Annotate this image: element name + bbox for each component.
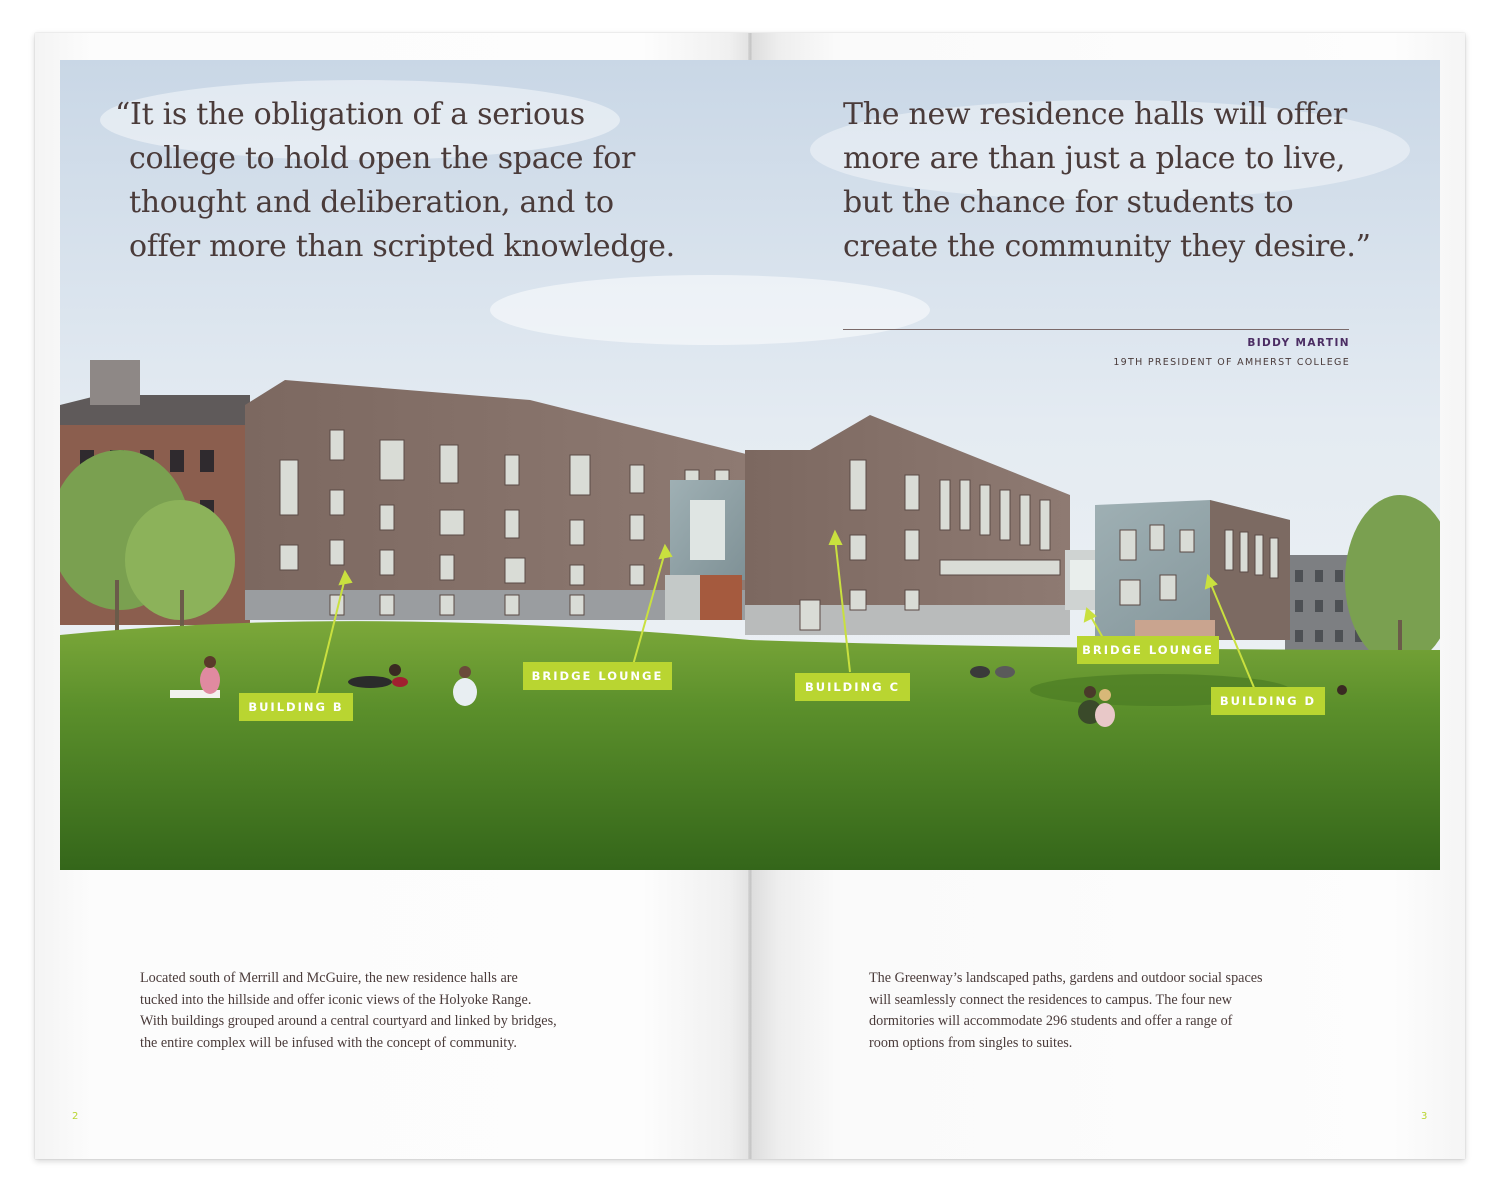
attribution-rule xyxy=(843,329,1349,330)
right-body-text: The Greenway’s landscaped paths, gardens and outdoor social spaces will seamlessly connect the residences to campus. The four new dormitories will accommodate 296 students and offer a range of room options from singles to suites. xyxy=(869,970,1263,1051)
attribution-title: 19TH PRESIDENT OF AMHERST COLLEGE xyxy=(1113,357,1350,368)
page-number-left: 2 xyxy=(72,1111,79,1122)
attribution-name: BIDDY MARTIN xyxy=(1247,337,1350,349)
left-quote: “It is the obligation of a serious college to hold open the space for thought and deliberation, and to offer more than scripted knowledge. xyxy=(115,97,675,264)
callout-bridge-lounge-left: BRIDGE LOUNGE xyxy=(523,662,672,690)
callout-building-c: BUILDING C xyxy=(795,673,910,701)
callout-bridge-lounge-right: BRIDGE LOUNGE xyxy=(1077,636,1219,664)
lawn xyxy=(60,621,1440,870)
page-number-right: 3 xyxy=(1421,1111,1428,1122)
left-body-text: Located south of Merrill and McGuire, the new residence halls are tucked into the hillside and offer iconic views of the Holyoke Range. With buildings grouped around a central courtyard and linked by bridges, the entire complex will be infused with the concept of community. xyxy=(140,970,557,1051)
callout-building-b: BUILDING B xyxy=(239,693,353,721)
brochure-spread xyxy=(35,33,1465,1159)
callout-building-d: BUILDING D xyxy=(1211,687,1325,715)
right-quote: The new residence halls will offer more are than just a place to live, but the chance for students to create the community they desire.” xyxy=(843,97,1371,264)
